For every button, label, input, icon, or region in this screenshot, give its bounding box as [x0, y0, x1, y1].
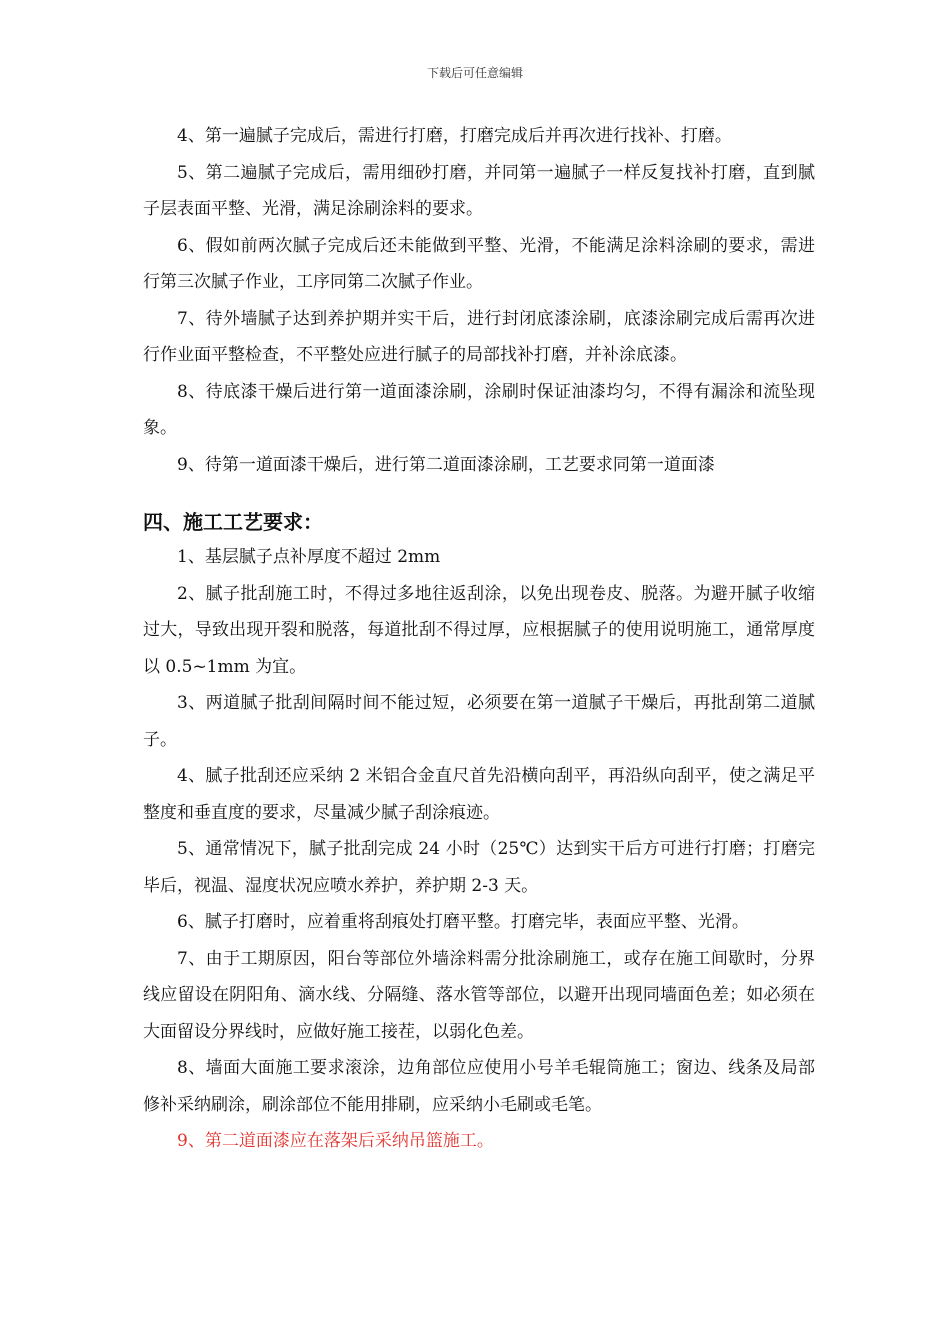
requirement-item-3: 3、两道腻子批刮间隔时间不能过短，必须要在第一道腻子干燥后，再批刮第二道腻子。 — [143, 693, 815, 750]
document-body — [143, 118, 815, 1160]
paragraph-item-4: 4、第一遍腻子完成后，需进行打磨，打磨完成后并再次进行找补、打磨。 — [177, 126, 732, 146]
paragraph-item-5: 5、第二遍腻子完成后，需用细砂打磨，并同第一遍腻子一样反复找补打磨，直到腻子层表面平整、光滑，满足涂刷涂料的要求。 — [143, 162, 815, 219]
requirement-item-4: 4、腻子批刮还应采纳 2 米铝合金直尺首先沿横向刮平，再沿纵向刮平，使之满足平整度和垂直度的要求，尽量减少腻子刮涂痕迹。 — [143, 766, 815, 823]
paragraph-item-7: 7、待外墙腻子达到养护期并实干后，进行封闭底漆涂刷，底漆涂刷完成后需再次进行作业面平整检查，不平整处应进行腻子的局部找补打磨，并补涂底漆。 — [143, 308, 815, 365]
paragraph-item-6: 6、假如前两次腻子完成后还未能做到平整、光滑，不能满足涂料涂刷的要求，需进行第三次腻子作业，工序同第二次腻子作业。 — [143, 235, 815, 292]
requirement-item-8: 8、墙面大面施工要求滚涂，边角部位应使用小号羊毛辊筒施工；窗边、线条及局部修补采纳刷涂，刷涂部位不能用排刷，应采纳小毛刷或毛笔。 — [143, 1058, 815, 1115]
section-heading: 四、施工工艺要求： — [143, 510, 323, 534]
paragraph-item-8: 8、待底漆干燥后进行第一道面漆涂刷，涂刷时保证油漆均匀，不得有漏涂和流坠现象。 — [143, 381, 815, 438]
requirement-item-9-highlighted: 9、第二道面漆应在落架后采纳吊篮施工。 — [177, 1131, 494, 1151]
requirement-item-6: 6、腻子打磨时，应着重将刮痕处打磨平整。打磨完毕，表面应平整、光滑。 — [177, 912, 749, 932]
requirement-item-7: 7、由于工期原因，阳台等部位外墙涂料需分批涂刷施工，或存在施工间歇时，分界线应留设在阴阳角、滴水线、分隔缝、落水管等部位，以避开出现同墙面色差；如必须在大面留设分界线时，应做好施工接茬，以弱化色差。 — [143, 948, 815, 1042]
requirement-item-1: 1、基层腻子点补厚度不超过 2mm — [177, 547, 441, 567]
requirement-item-2: 2、腻子批刮施工时，不得过多地往返刮涂，以免出现卷皮、脱落。为避开腻子收缩过大，导致出现开裂和脱落，每道批刮不得过厚，应根据腻子的使用说明施工，通常厚度以 0.5~1mm 为宜。 — [143, 583, 815, 677]
page-header: 下载后可任意编辑 — [426, 66, 523, 80]
requirement-item-5: 5、通常情况下，腻子批刮完成 24 小时（25℃）达到实干后方可进行打磨；打磨完毕后，视温、湿度状况应喷水养护，养护期 2-3 天。 — [143, 839, 815, 896]
paragraph-item-9: 9、待第一道面漆干燥后，进行第二道面漆涂刷，工艺要求同第一道面漆 — [177, 454, 715, 475]
